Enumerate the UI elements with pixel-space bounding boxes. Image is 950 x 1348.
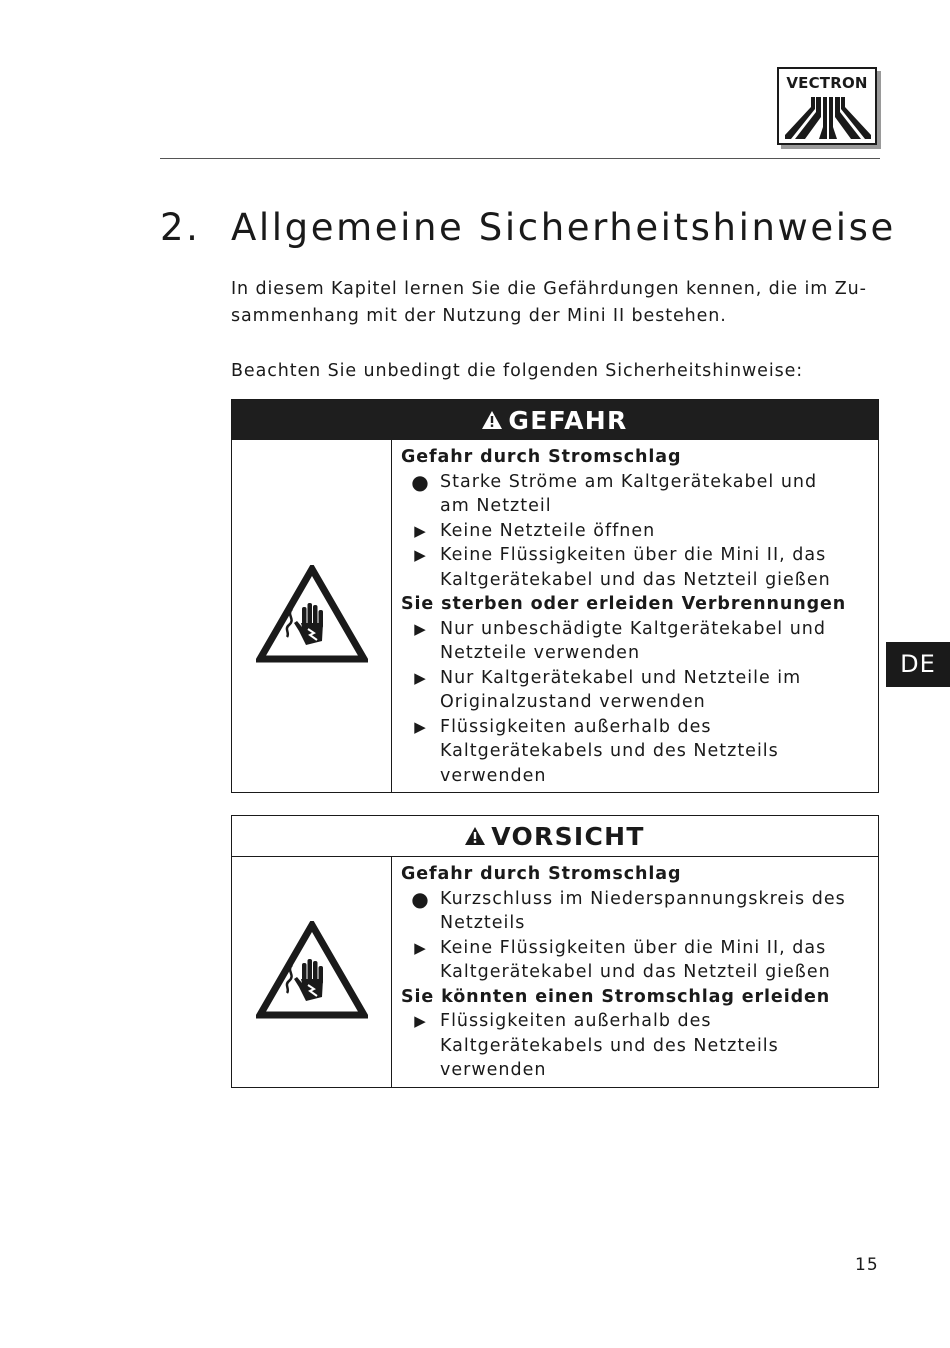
item-text (440, 519, 872, 544)
arrow-right-icon: ▶ (414, 668, 427, 687)
section-heading: Sie könnten einen Stromschlag erleiden (401, 986, 831, 1007)
list-item (401, 617, 872, 666)
electric-shock-warning-icon (256, 921, 368, 1023)
intro-line-2: sammenhang mit der Nutzung der Mini II bestehen. (231, 306, 727, 326)
caution-box (231, 815, 879, 1088)
chapter-number: 2. (160, 206, 201, 249)
item-line: Originalzustand verwenden (440, 692, 706, 712)
section-heading: Sie sterben oder erleiden Verbrennungen (401, 594, 847, 614)
list-item (401, 1009, 872, 1083)
item-line: Nur Kaltgerätekabel und Netzteile im (440, 667, 802, 688)
item-line: Keine Netzteile öffnen (440, 520, 656, 541)
arrow-right-icon: ▶ (414, 717, 427, 736)
intro-instruction: Beachten Sie unbedingt die folgenden Sicherheitshinweise: (231, 361, 804, 381)
item-line: am Netzteil (440, 496, 552, 516)
item-text (440, 715, 872, 789)
header-rule (160, 158, 880, 159)
item-line: Netzteils (440, 913, 526, 933)
arrow-right-icon: ▶ (414, 938, 427, 957)
item-line: Flüssigkeiten außerhalb des (440, 1011, 712, 1031)
item-text (440, 936, 872, 985)
arrow-right-icon: ▶ (414, 619, 427, 638)
item-line: Starke Ströme am Kaltgerätekabel und (440, 471, 818, 492)
list-item (401, 936, 872, 985)
list-item (401, 519, 872, 544)
logo-text: VECTRON (786, 74, 868, 92)
item-text (440, 666, 872, 715)
item-text (440, 543, 872, 592)
list-item (401, 887, 872, 936)
item-line: Keine Flüssigkeiten über die Mini II, das (440, 545, 827, 565)
item-line: Kurzschluss im Niederspannungskreis des (440, 888, 846, 909)
text-column (392, 857, 878, 1087)
vectron-logo (777, 67, 877, 145)
box-header (232, 816, 878, 857)
section-heading: Gefahr durch Stromschlag (401, 864, 682, 884)
box-header (232, 400, 878, 440)
box-body (232, 857, 878, 1087)
item-line: verwenden (440, 1060, 547, 1080)
item-text (440, 617, 872, 666)
bullet-icon: ● (411, 469, 430, 494)
item-line: Keine Flüssigkeiten über die Mini II, das (440, 937, 827, 958)
item-line: Kaltgerätekabel und das Netzteil gießen (440, 962, 831, 982)
arrow-right-icon: ▶ (414, 546, 427, 564)
chapter-title (160, 206, 896, 249)
box-body (232, 440, 878, 792)
danger-box (231, 399, 879, 793)
section-heading: Gefahr durch Stromschlag (401, 447, 682, 467)
intro-line-1: In diesem Kapitel lernen Sie die Gefährdungen kennen, die im Zu- (231, 279, 867, 299)
text-column (392, 440, 878, 792)
box-header-label: VORSICHT (491, 821, 645, 851)
intro-paragraph (231, 276, 867, 330)
item-line: Flüssigkeiten außerhalb des (440, 716, 712, 737)
item-line: Netzteile verwenden (440, 643, 641, 663)
logo-bars-icon (785, 97, 871, 141)
item-line: Kaltgerätekabels und des Netzteils (440, 741, 779, 761)
list-item (401, 715, 872, 789)
item-text (440, 1009, 872, 1083)
warning-triangle-icon (482, 406, 502, 435)
chapter-title-text: Allgemeine Sicherheitshinweise (231, 206, 896, 249)
arrow-right-icon: ▶ (414, 1012, 427, 1030)
list-item (401, 666, 872, 715)
item-line: Kaltgerätekabel und das Netzteil gießen (440, 569, 831, 590)
item-line: verwenden (440, 765, 547, 786)
item-line: Nur unbeschädigte Kaltgerätekabel und (440, 618, 827, 639)
list-item (401, 470, 872, 519)
item-line: Kaltgerätekabels und des Netzteils (440, 1035, 779, 1056)
item-text (440, 470, 872, 519)
icon-column (232, 440, 392, 792)
box-header-label: GEFAHR (508, 405, 628, 435)
item-text (440, 887, 872, 936)
language-tab: DE (886, 642, 950, 687)
warning-triangle-icon (465, 822, 485, 851)
icon-column (232, 857, 392, 1087)
list-item (401, 543, 872, 592)
bullet-icon: ● (411, 886, 430, 911)
page-number: 15 (855, 1255, 879, 1275)
arrow-right-icon: ▶ (414, 521, 427, 540)
electric-shock-warning-icon (256, 565, 368, 667)
